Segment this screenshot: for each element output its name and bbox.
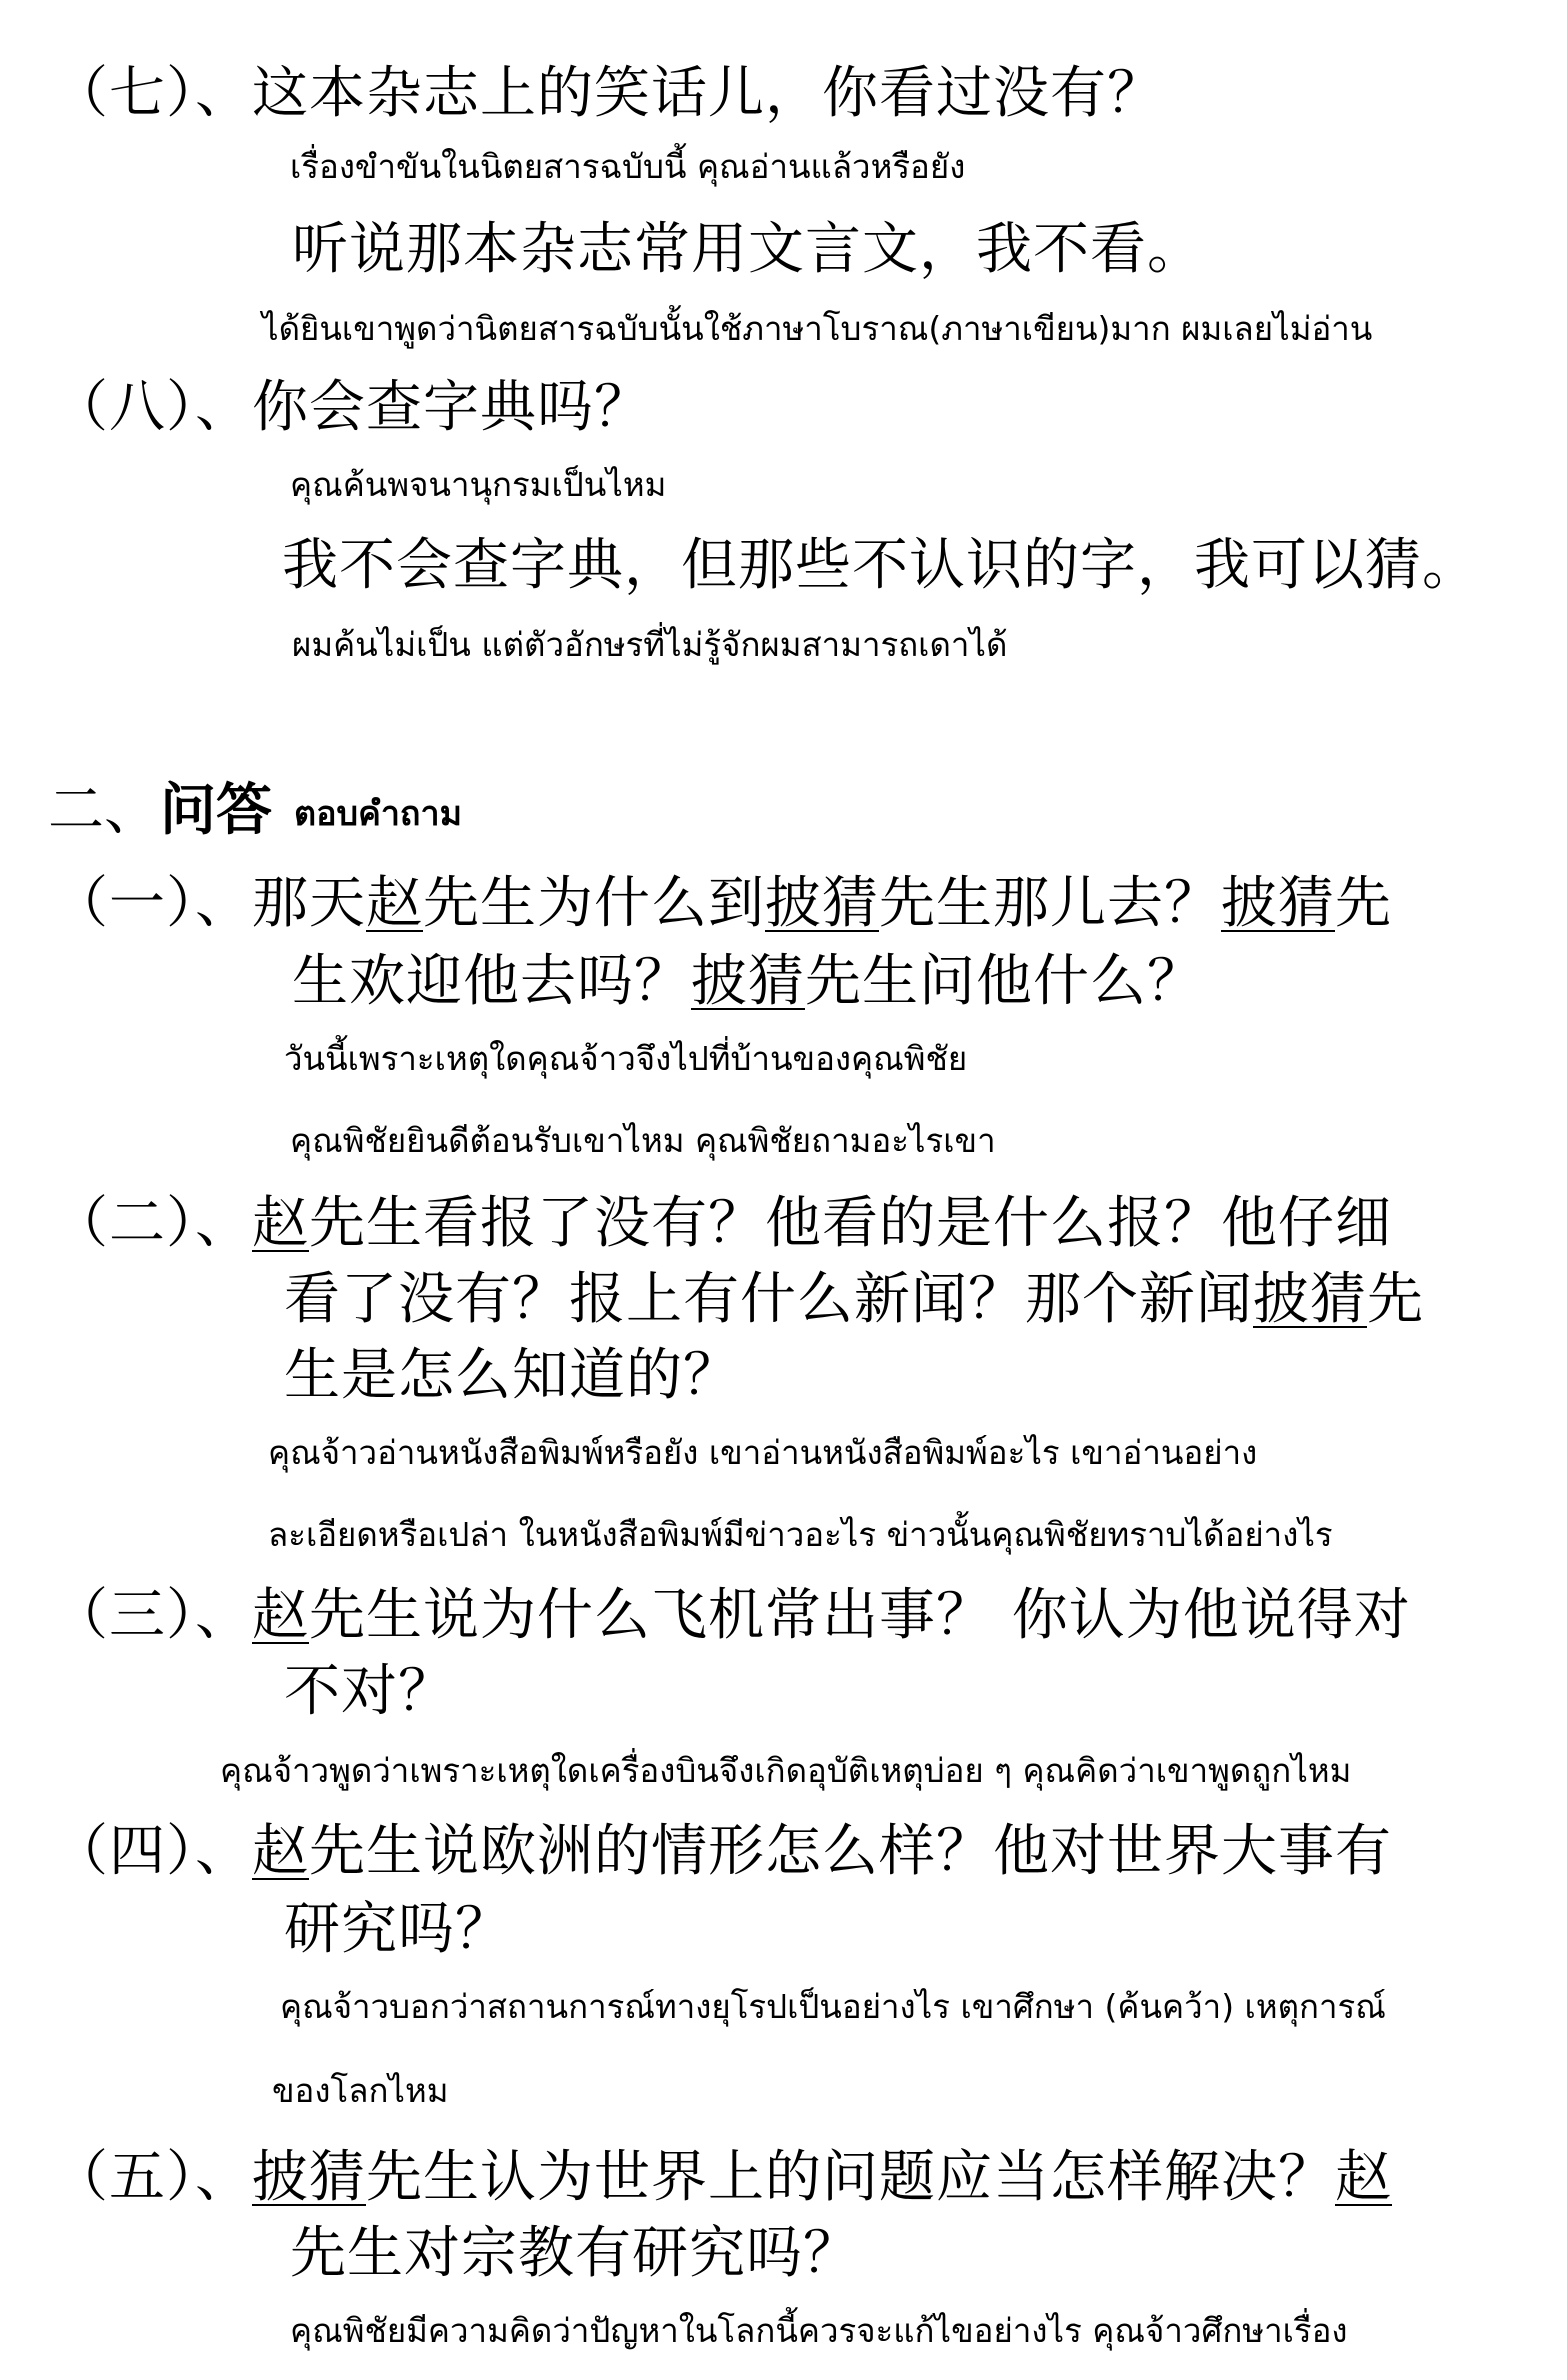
- question-7: [52, 61, 1164, 126]
- section-2-heading: [48, 777, 463, 843]
- s2-question-3-line-2: 不对？: [284, 1659, 455, 1724]
- underlined-name: 披猜: [1221, 871, 1335, 936]
- s2-question-1-line-1: [52, 871, 1392, 936]
- answer-7: 听说那本杂志常用文言文，我不看。: [292, 217, 1204, 282]
- s2-question-2-line-3: 生是怎么知道的？: [284, 1343, 740, 1408]
- answer-8: 我不会查字典，但那些不认识的字，我可以猜。: [282, 533, 1479, 598]
- section-2-number: 二、: [48, 778, 160, 843]
- section-2-subtitle: ตอบคำถาม: [294, 794, 463, 834]
- s2-question-2-label: （二）、: [52, 1191, 252, 1256]
- underlined-name: 赵: [252, 1819, 309, 1884]
- s2-question-1-line-2: [292, 949, 1204, 1014]
- s2-question-4-line-1: [52, 1819, 1392, 1884]
- question-8-text: 你会查字典吗？: [252, 375, 651, 440]
- underlined-name: 赵: [252, 1191, 309, 1256]
- answer-7-thai: ได้ยินเขาพูดว่านิตยสารฉบับนั้นใช้ภาษาโบราณ(ภาษาเขียน)มาก ผมเลยไม่อ่าน: [262, 309, 1373, 348]
- underlined-name: 披猜: [765, 871, 879, 936]
- underlined-name: 披猜: [691, 949, 805, 1014]
- question-text: 那天: [252, 871, 366, 936]
- underlined-name: 赵: [366, 871, 423, 936]
- question-text: 生欢迎他去吗？: [292, 949, 691, 1014]
- question-8-thai: คุณค้นพจนานุกรมเป็นไหม: [290, 465, 667, 504]
- s2-question-4-thai-2: ของโลกไหม: [272, 2071, 449, 2110]
- question-8: [52, 375, 651, 440]
- s2-question-5-thai-1: คุณพิชัยมีความคิดว่าปัญหาในโลกนี้ควรจะแก้ไขอย่างไร คุณจ้าวศึกษาเรื่อง: [290, 2311, 1348, 2350]
- underlined-name: 披猜: [1253, 1267, 1367, 1332]
- question-text: 先生说欧洲的情形怎么样？他对世界大事有: [309, 1819, 1392, 1884]
- s2-question-4-label: （四）、: [52, 1819, 252, 1884]
- s2-question-2-thai-2: ละเอียดหรือเปล่า ในหนังสือพิมพ์มีข่าวอะไร ข่าวนั้นคุณพิชัยทราบได้อย่างไร: [268, 1515, 1333, 1554]
- s2-question-5-line-1: [52, 2145, 1392, 2210]
- section-2-title: 问答: [160, 777, 272, 843]
- s2-question-3-thai-1: คุณจ้าวพูดว่าเพราะเหตุใดเครื่องบินจึงเกิดอุบัติเหตุบ่อย ๆ คุณคิดว่าเขาพูดถูกไหม: [220, 1751, 1352, 1790]
- question-text: 先生为什么到: [423, 871, 765, 936]
- underlined-name: 披猜: [252, 2145, 366, 2210]
- question-8-label: （八）、: [52, 375, 252, 440]
- s2-question-1-label: （一）、: [52, 871, 252, 936]
- underlined-name: 赵: [252, 1583, 309, 1648]
- s2-question-2-thai-1: คุณจ้าวอ่านหนังสือพิมพ์หรือยัง เขาอ่านหนังสือพิมพ์อะไร เขาอ่านอย่าง: [268, 1433, 1258, 1472]
- s2-question-1-thai-2: คุณพิชัยยินดีต้อนรับเขาไหม คุณพิชัยถามอะไรเขา: [290, 1121, 996, 1160]
- question-text: 先生认为世界上的问题应当怎样解决？: [366, 2145, 1335, 2210]
- s2-question-2-line-1: [52, 1191, 1392, 1256]
- question-text: 先生看报了没有？他看的是什么报？他仔细: [309, 1191, 1392, 1256]
- question-7-thai: เรื่องขำขันในนิตยสารฉบับนี้ คุณอ่านแล้วหรือยัง: [290, 147, 966, 186]
- question-text: 先生问他什么？: [805, 949, 1204, 1014]
- question-text: 先生那儿去？: [879, 871, 1221, 936]
- question-text: 看了没有？报上有什么新闻？那个新闻: [284, 1267, 1253, 1332]
- s2-question-5-label: （五）、: [52, 2145, 252, 2210]
- s2-question-4-thai-1: คุณจ้าวบอกว่าสถานการณ์ทางยุโรปเป็นอย่างไร เขาศึกษา (ค้นคว้า) เหตุการณ์: [280, 1987, 1386, 2026]
- answer-8-thai: ผมค้นไม่เป็น แต่ตัวอักษรที่ไม่รู้จักผมสามารถเดาได้: [292, 625, 1008, 664]
- question-7-text: 这本杂志上的笑话儿，你看过没有？: [252, 61, 1164, 126]
- question-text: 先: [1335, 871, 1392, 936]
- s2-question-5-line-2: 先生对宗教有研究吗？: [290, 2221, 860, 2286]
- s2-question-4-line-2: 研究吗？: [284, 1897, 512, 1962]
- question-text: 先: [1367, 1267, 1424, 1332]
- question-7-label: （七）、: [52, 61, 252, 126]
- underlined-name: 赵: [1335, 2145, 1392, 2210]
- s2-question-3-label: （三）、: [52, 1583, 252, 1648]
- s2-question-3-line-1: [52, 1583, 1411, 1648]
- s2-question-2-line-2: [284, 1267, 1424, 1332]
- question-text: 先生说为什么飞机常出事？ 你认为他说得对: [309, 1583, 1411, 1648]
- s2-question-1-thai-1: วันนี้เพราะเหตุใดคุณจ้าวจึงไปที่บ้านของคุณพิชัย: [284, 1039, 968, 1078]
